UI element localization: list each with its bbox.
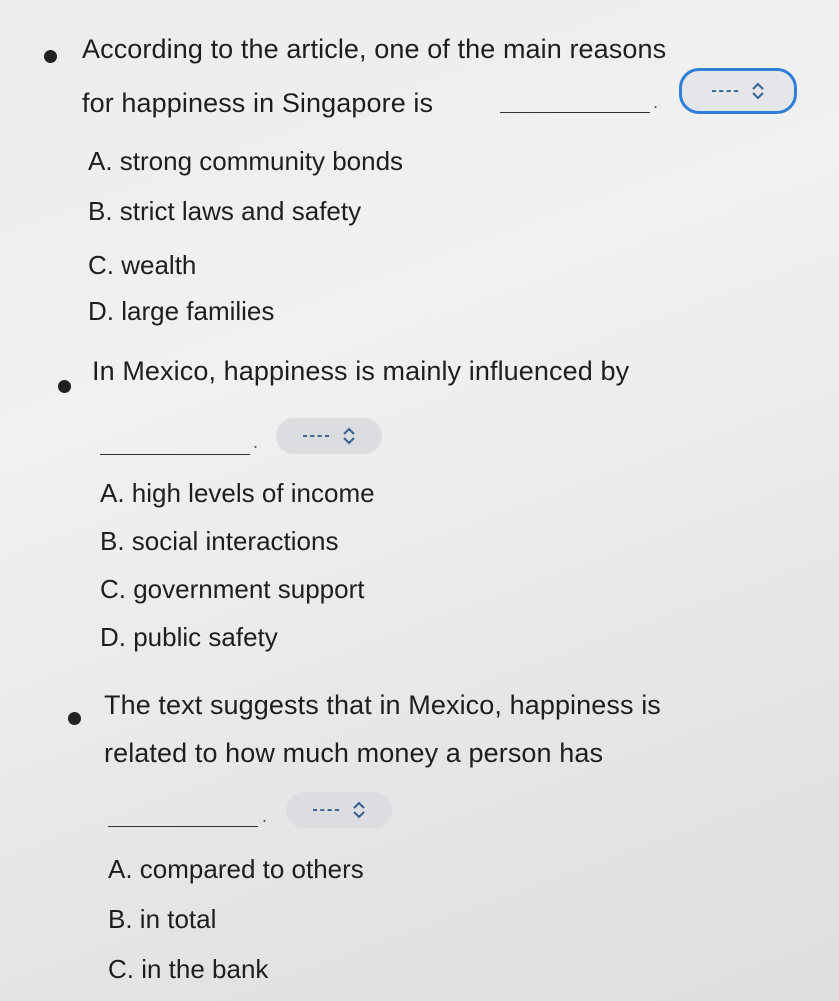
blank-period: . [253, 432, 259, 452]
question-3-text-line-2: related to how much money a person has [104, 738, 604, 768]
chevron-up-down-icon [751, 81, 765, 101]
option-1b[interactable]: B. strict laws and safety [88, 196, 362, 226]
option-2d[interactable]: D. public safety [100, 622, 278, 652]
dropdown-placeholder: ---- [302, 427, 332, 444]
answer-dropdown-1[interactable] [679, 68, 797, 114]
bullet-dot-icon [58, 380, 71, 393]
answer-blank [108, 826, 258, 827]
blank-period: . [653, 92, 659, 112]
dropdown-placeholder: ---- [312, 801, 342, 818]
chevron-up-down-icon [352, 800, 366, 820]
question-2-text-line-1: In Mexico, happiness is mainly influenced by [92, 356, 630, 386]
option-3a[interactable]: A. compared to others [108, 854, 364, 884]
blank-period: . [262, 806, 268, 826]
answer-blank [500, 112, 650, 113]
question-1-text-line-1: According to the article, one of the main reasons [82, 34, 667, 64]
answer-blank [100, 454, 250, 455]
option-2a[interactable]: A. high levels of income [100, 478, 375, 508]
question-1-text-line-2: for happiness in Singapore is [82, 88, 434, 118]
chevron-up-down-icon [342, 426, 356, 446]
bullet-dot-icon [44, 50, 57, 63]
dropdown-placeholder: ---- [711, 82, 741, 99]
answer-dropdown-3[interactable] [286, 792, 392, 828]
option-3c[interactable]: C. in the bank [108, 954, 269, 984]
option-3b[interactable]: B. in total [108, 904, 217, 934]
answer-dropdown-2[interactable] [276, 418, 382, 454]
option-1c[interactable]: C. wealth [88, 250, 197, 280]
option-1a[interactable]: A. strong community bonds [88, 146, 404, 176]
question-3-text-line-1: The text suggests that in Mexico, happiness is [104, 690, 661, 720]
option-1d[interactable]: D. large families [88, 296, 275, 326]
option-2b[interactable]: B. social interactions [100, 526, 339, 556]
bullet-dot-icon [68, 712, 81, 725]
option-2c[interactable]: C. government support [100, 574, 365, 604]
